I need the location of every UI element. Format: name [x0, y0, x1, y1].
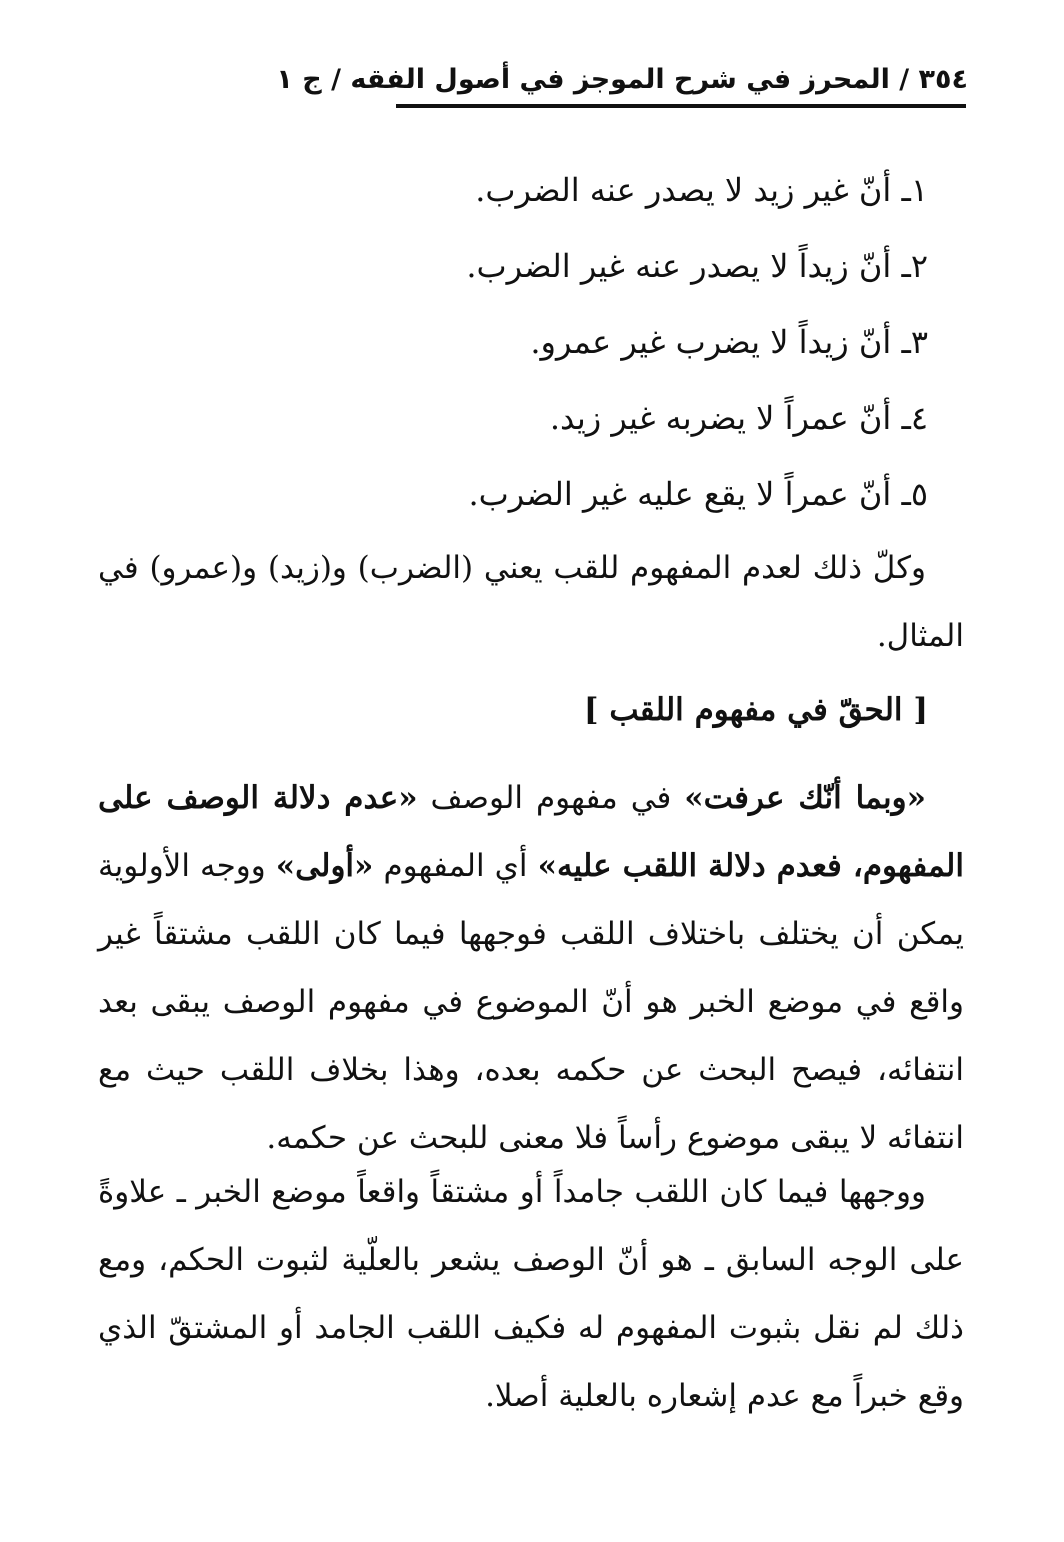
- body-text: أي المفهوم: [373, 848, 538, 884]
- paragraph-conclusion: وكلّ ذلك لعدم المفهوم للقب يعني (الضرب) و(زيد) و(عمرو) في المثال.: [98, 550, 964, 654]
- list-item: ٥ـ أنّ عمراً لا يقع عليه غير الضرب.: [468, 475, 928, 513]
- bold-quote: «وبما أنّك عرفت»: [684, 780, 926, 816]
- body-text: ووجه الأولوية يمكن أن يختلف باختلاف اللقب فوجهها فيما كان اللقب مشتقاً غير واقع في موضع الخبر هو أنّ الموضوع في مفهوم الوصف يبقى بعد انتفائه، فيصح البحث عن حكمه بعده، وهذا بخلاف اللقب حيث مع انتفائه لا يبقى موضوع رأساً فلا معنى للبحث عن حكمه.: [98, 848, 964, 1156]
- running-header: ٣٥٤ / المحرز في شرح الموجز في أصول الفقه / ج ١: [276, 64, 968, 95]
- bold-quote: «أولى»: [275, 848, 374, 884]
- header-rule: [396, 104, 966, 108]
- list-item: ٤ـ أنّ عمراً لا يضربه غير زيد.: [549, 399, 928, 437]
- list-item: ٢ـ أنّ زيداً لا يصدر عنه غير الضرب.: [466, 247, 928, 285]
- numbered-list: [278, 152, 928, 532]
- list-item: ١ـ أنّ غير زيد لا يصدر عنه الضرب.: [475, 171, 928, 209]
- body-text: في مفهوم الوصف: [417, 780, 685, 816]
- list-item: ٣ـ أنّ زيداً لا يضرب غير عمرو.: [530, 323, 928, 361]
- bold-quote: «عدم دلالة الوصف على المفهوم، فعدم دلالة اللقب عليه»: [98, 780, 964, 884]
- paragraph-second-reason: ووجهها فيما كان اللقب جامداً أو مشتقاً واقعاً موضع الخبر ـ علاوةً على الوجه السابق ـ هو أنّ الوصف يشعر بالعلّية لثبوت الحكم، ومع ذلك لم نقل بثبوت المفهوم له فكيف اللقب الجامد أو المشتقّ الذي وقع خبراً مع عدم إشعاره بالعلية أصلا.: [98, 1174, 964, 1414]
- paragraph-argument: [98, 764, 964, 1172]
- section-heading: [ الحقّ في مفهوم اللقب ]: [583, 692, 928, 728]
